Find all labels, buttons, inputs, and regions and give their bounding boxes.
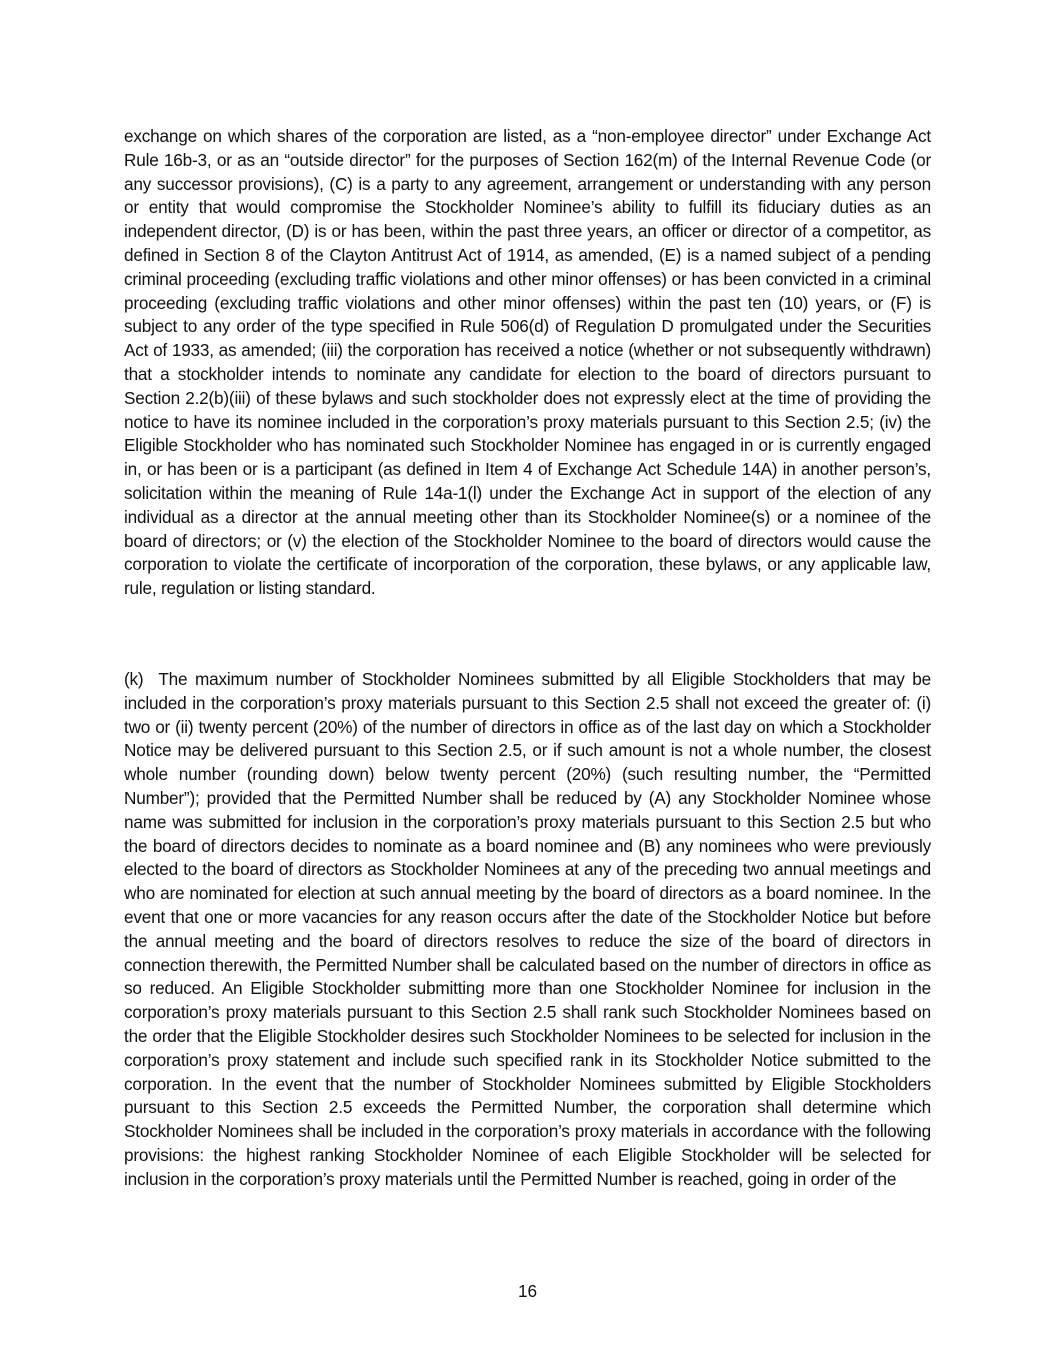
paragraph-2-text: (k) The maximum number of Stockholder Nominees submitted by all Eligible Stockholders that may be included in the corporation’s proxy materials pursuant to this Section 2.5 shall not exceed the greater of: (i) two or (ii) twenty percent (20%) of the number of directors in office as of the last day on which a Stockholder Notice may be delivered pursuant to this Section 2.5, or if such amount is not a whole number, the closest whole number (rounding down) below twenty percent (20%) (such resulting number, the “Permitted Number”); provided that the Permitted Number shall be reduced by (A) any Stockholder Nominee whose name was submitted for inclusion in the corporation’s proxy materials pursuant to this Section 2.5 but who the board of directors decides to nominate as a board nominee and (B) any nominees who were previously elected to the board of directors as Stockholder Nominees at any of the preceding two annual meetings and who are nominated for election at such annual meeting by the board of directors as a board nominee. In the event that one or more vacancies for any reason occurs after the date of the Stockholder Notice but before the annual meeting and the board of directors resolves to reduce the size of the board of directors in connection therewith, the Permitted Number shall be calculated based on the number of directors in office as so reduced. An Eligible Stockholder submitting more than one Stockholder Nominee for inclusion in the corporation’s proxy materials pursuant to this Section 2.5 shall rank such Stockholder Nominees based on the order that the Eligible Stockholder desires such Stockholder Nominees to be selected for inclusion in the corporation’s proxy statement and include such specified rank in its Stockholder Notice submitted to the corporation. In the event that the number of Stockholder Nominees submitted by Eligible Stockholders pursuant to this Section 2.5 exceeds the Permitted Number, the corporation shall determine which Stockholder Nominees shall be included in the corporation’s proxy materials in accordance with the following provisions: the highest ranking Stockholder Nominee of each Eligible Stockholder will be selected for inclusion in the corporation’s proxy materials until the Permitted Number is reached, going in order of the	[124, 669, 931, 1189]
paragraph-1-text: exchange on which shares of the corporation are listed, as a “non-employee director” under Exchange Act Rule 16b-3, or as an “outside director” for the purposes of Section 162(m) of the Internal Revenue Code (or any successor provisions), (C) is a party to any agreement, arrangement or understanding with any person or entity that would compromise the Stockholder Nominee’s ability to fulfill its fiduciary duties as an independent director, (D) is or has been, within the past three years, an officer or director of a competitor, as defined in Section 8 of the Clayton Antitrust Act of 1914, as amended, (E) is a named subject of a pending criminal proceeding (excluding traffic violations and other minor offenses) or has been convicted in a criminal proceeding (excluding traffic violations and other minor offenses) within the past ten (10) years, or (F) is subject to any order of the type specified in Rule 506(d) of Regulation D promulgated under the Securities Act of 1933, as amended; (iii) the corporation has received a notice (whether or not subsequently withdrawn) that a stockholder intends to nominate any candidate for election to the board of directors pursuant to Section 2.2(b)(iii) of these bylaws and such stockholder does not expressly elect at the time of providing the notice to have its nominee included in the corporation’s proxy materials pursuant to this Section 2.5; (iv) the Eligible Stockholder who has nominated such Stockholder Nominee has engaged in or is currently engaged in, or has been or is a participant (as defined in Item 4 of Exchange Act Schedule 14A) in another person’s, solicitation within the meaning of Rule 14a-1(l) under the Exchange Act in support of the election of any individual as a director at the annual meeting other than its Stockholder Nominee(s) or a nominee of the board of directors; or (v) the election of the Stockholder Nominee to the board of directors would cause the corporation to violate the certificate of incorporation of the corporation, these bylaws, or any applicable law, rule, regulation or listing standard.	[124, 126, 931, 599]
paragraph-continuation	[124, 125, 931, 601]
paragraph-k	[124, 668, 931, 1192]
page-number: 16	[517, 1281, 538, 1301]
